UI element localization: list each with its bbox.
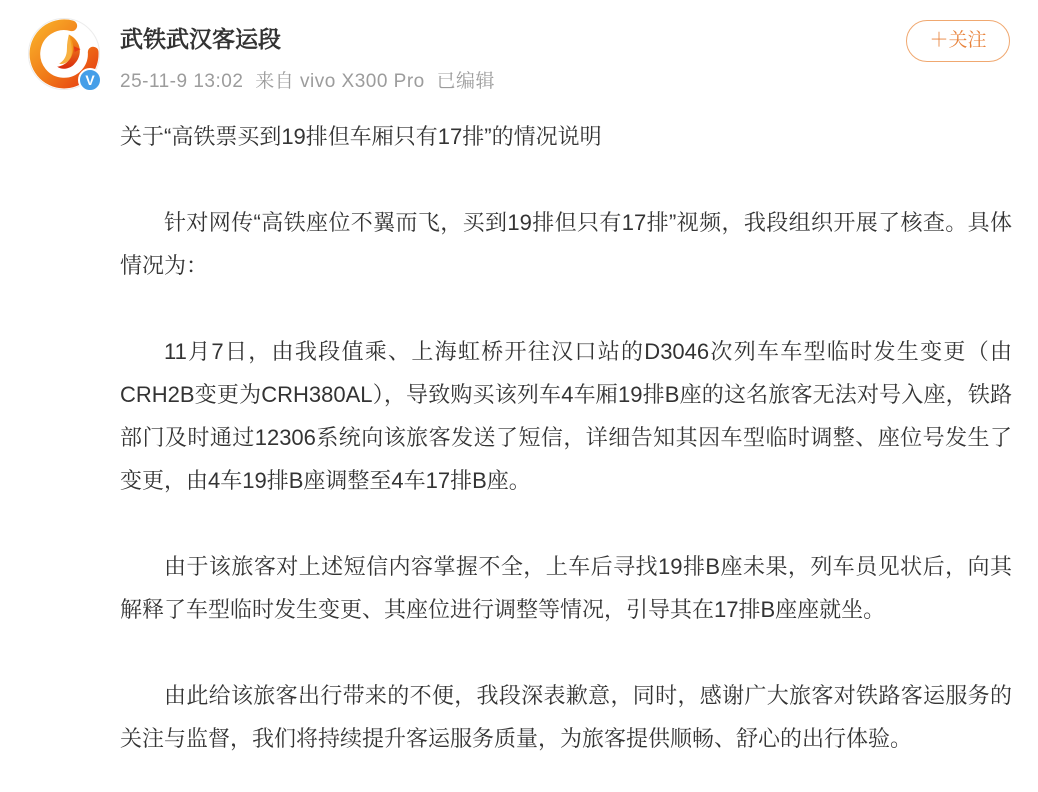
- post-paragraph-2: 11月7日，由我段值乘、上海虹桥开往汉口站的D3046次列车车型临时发生变更（由CRH2B变更为CRH380AL），导致购买该列车4车厢19排B座的这名旅客无法对号入座，铁路部门及时通过12306系统向该旅客发送了短信，详细告知其因车型临时调整、座位号发生了变更，由4车19排B座调整至4车17排B座。: [120, 338, 1012, 493]
- post-paragraph-4: 由此给该旅客出行带来的不便，我段深表歉意，同时，感谢广大旅客对铁路客运服务的关注与监督，我们将持续提升客运服务质量，为旅客提供顺畅、舒心的出行体验。: [120, 682, 1012, 751]
- header-text: [120, 18, 501, 93]
- verified-badge-icon: V: [78, 68, 102, 92]
- post-paragraph-1: 针对网传“高铁座位不翼而飞，买到19排但只有17排”视频，我段组织开展了核查。具体情况为：: [120, 209, 1012, 278]
- post-meta: [120, 66, 501, 93]
- post-paragraph-3: 由于该旅客对上述短信内容掌握不全，上车后寻找19排B座未果，列车员见状后，向其解释了车型临时发生变更、其座位进行调整等情况，引导其在17排B座座就坐。: [120, 553, 1012, 622]
- post-time[interactable]: 25-11-9 13:02: [120, 70, 244, 92]
- follow-button[interactable]: ＋关注: [906, 20, 1010, 62]
- author-name[interactable]: 武铁武汉客运段: [120, 26, 281, 52]
- post-content: [120, 115, 1012, 760]
- post-header: [28, 18, 1010, 93]
- avatar[interactable]: [28, 18, 100, 90]
- post-title: 关于“高铁票买到19排但车厢只有17排”的情况说明: [120, 123, 602, 149]
- post-edited-label: 已编辑: [436, 70, 496, 92]
- post-source[interactable]: 来自 vivo X300 Pro: [255, 70, 425, 92]
